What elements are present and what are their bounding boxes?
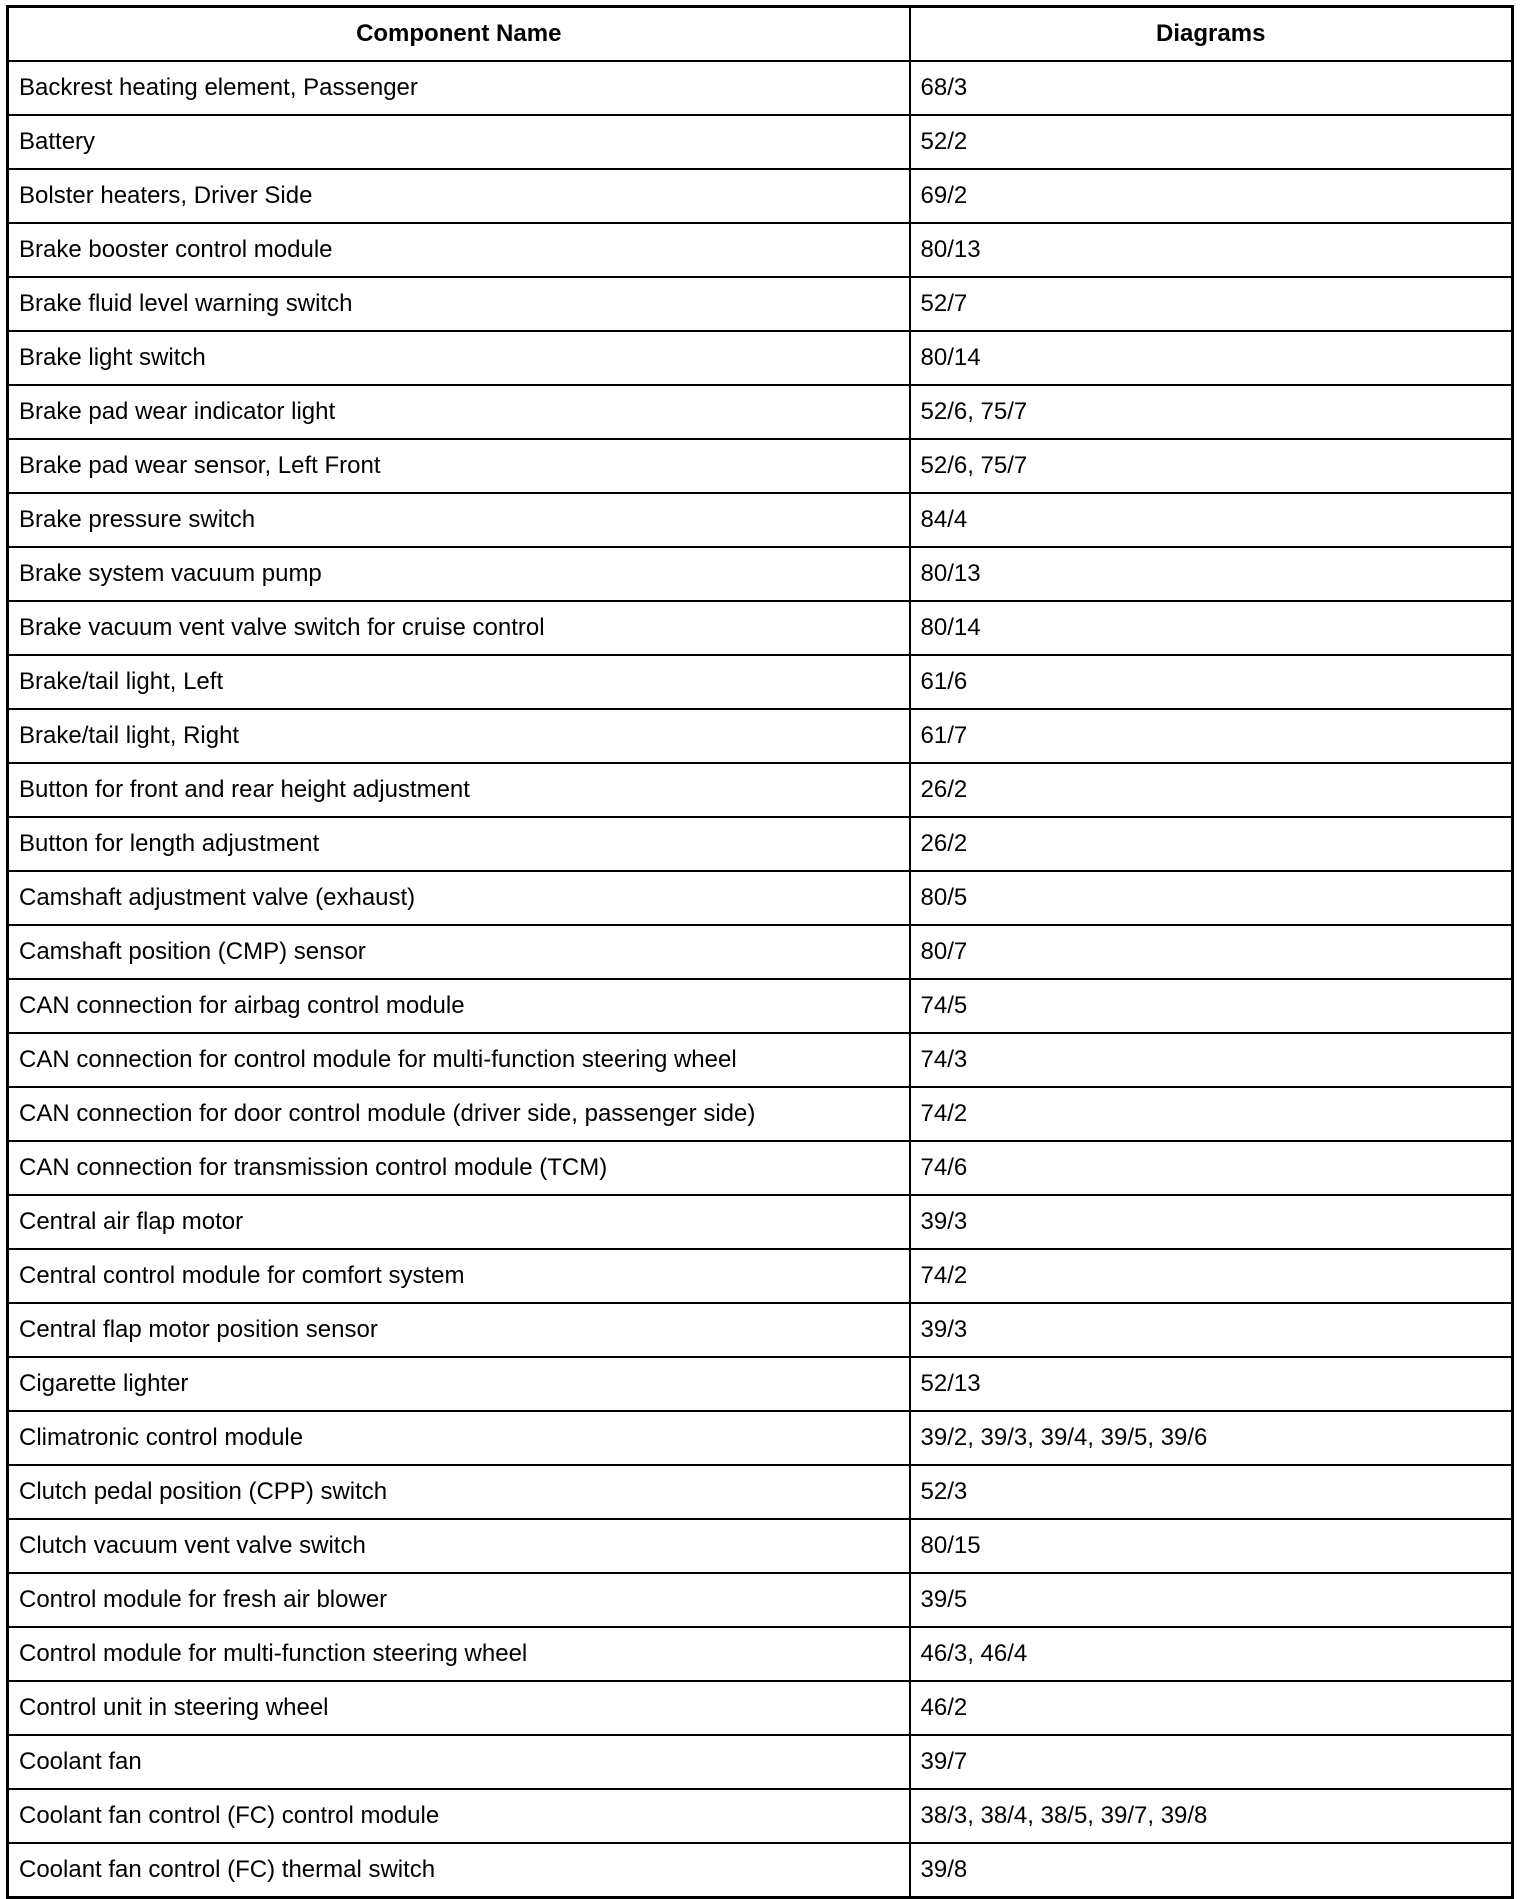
table-row	[8, 115, 1513, 169]
component-name-cell: Clutch vacuum vent valve switch	[8, 1519, 910, 1573]
component-name-cell: Climatronic control module	[8, 1411, 910, 1465]
diagrams-cell: 52/6, 75/7	[910, 385, 1513, 439]
diagrams-cell: 80/14	[910, 331, 1513, 385]
diagrams-cell: 84/4	[910, 493, 1513, 547]
diagrams-cell: 80/7	[910, 925, 1513, 979]
component-name-cell: Coolant fan control (FC) control module	[8, 1789, 910, 1843]
diagrams-cell: 39/2, 39/3, 39/4, 39/5, 39/6	[910, 1411, 1513, 1465]
table-row	[8, 1735, 1513, 1789]
diagrams-cell: 74/6	[910, 1141, 1513, 1195]
table-row	[8, 169, 1513, 223]
table-row	[8, 655, 1513, 709]
table-row	[8, 871, 1513, 925]
diagrams-cell: 26/2	[910, 817, 1513, 871]
diagrams-cell: 39/7	[910, 1735, 1513, 1789]
component-name-cell: Control unit in steering wheel	[8, 1681, 910, 1735]
diagrams-cell: 80/5	[910, 871, 1513, 925]
diagrams-cell: 38/3, 38/4, 38/5, 39/7, 39/8	[910, 1789, 1513, 1843]
table-row	[8, 1627, 1513, 1681]
diagrams-cell: 39/3	[910, 1195, 1513, 1249]
diagrams-cell: 74/5	[910, 979, 1513, 1033]
diagrams-cell: 52/6, 75/7	[910, 439, 1513, 493]
component-name-cell: Brake/tail light, Right	[8, 709, 910, 763]
table-row	[8, 331, 1513, 385]
table-row	[8, 601, 1513, 655]
table-header	[8, 7, 1513, 62]
table-row	[8, 547, 1513, 601]
table-row	[8, 1573, 1513, 1627]
component-name-cell: Camshaft adjustment valve (exhaust)	[8, 871, 910, 925]
diagrams-cell: 80/13	[910, 223, 1513, 277]
diagrams-cell: 69/2	[910, 169, 1513, 223]
table-row	[8, 61, 1513, 115]
table-row	[8, 925, 1513, 979]
diagrams-cell: 52/2	[910, 115, 1513, 169]
component-name-cell: Button for front and rear height adjustment	[8, 763, 910, 817]
diagrams-cell: 74/2	[910, 1087, 1513, 1141]
table-row	[8, 709, 1513, 763]
component-name-cell: Brake vacuum vent valve switch for cruise control	[8, 601, 910, 655]
diagrams-cell: 52/13	[910, 1357, 1513, 1411]
column-header-component: Component Name	[8, 7, 910, 62]
table-row	[8, 1033, 1513, 1087]
component-name-cell: Coolant fan control (FC) thermal switch	[8, 1843, 910, 1898]
component-name-cell: Button for length adjustment	[8, 817, 910, 871]
table-row	[8, 979, 1513, 1033]
table-row	[8, 1357, 1513, 1411]
component-name-cell: CAN connection for door control module (driver side, passenger side)	[8, 1087, 910, 1141]
component-name-cell: Brake pad wear indicator light	[8, 385, 910, 439]
component-name-cell: Coolant fan	[8, 1735, 910, 1789]
table-row	[8, 277, 1513, 331]
component-table	[6, 5, 1514, 1899]
component-name-cell: Brake light switch	[8, 331, 910, 385]
component-name-cell: Brake pad wear sensor, Left Front	[8, 439, 910, 493]
diagrams-cell: 46/2	[910, 1681, 1513, 1735]
diagrams-cell: 61/6	[910, 655, 1513, 709]
table-row	[8, 1681, 1513, 1735]
component-name-cell: Backrest heating element, Passenger	[8, 61, 910, 115]
table-row	[8, 1087, 1513, 1141]
diagrams-cell: 80/13	[910, 547, 1513, 601]
diagrams-cell: 68/3	[910, 61, 1513, 115]
table-row	[8, 1411, 1513, 1465]
diagrams-cell: 46/3, 46/4	[910, 1627, 1513, 1681]
table-row	[8, 385, 1513, 439]
table-row	[8, 817, 1513, 871]
table-row	[8, 493, 1513, 547]
component-name-cell: Brake fluid level warning switch	[8, 277, 910, 331]
component-name-cell: Brake/tail light, Left	[8, 655, 910, 709]
component-name-cell: Camshaft position (CMP) sensor	[8, 925, 910, 979]
diagrams-cell: 26/2	[910, 763, 1513, 817]
diagrams-cell: 61/7	[910, 709, 1513, 763]
table-row	[8, 763, 1513, 817]
table-row	[8, 1789, 1513, 1843]
component-name-cell: Central control module for comfort system	[8, 1249, 910, 1303]
diagrams-cell: 80/15	[910, 1519, 1513, 1573]
component-name-cell: Central air flap motor	[8, 1195, 910, 1249]
table-body	[8, 61, 1513, 1898]
table-row	[8, 1519, 1513, 1573]
component-name-cell: Control module for fresh air blower	[8, 1573, 910, 1627]
component-name-cell: CAN connection for transmission control module (TCM)	[8, 1141, 910, 1195]
diagrams-cell: 39/5	[910, 1573, 1513, 1627]
component-name-cell: CAN connection for airbag control module	[8, 979, 910, 1033]
component-name-cell: Brake pressure switch	[8, 493, 910, 547]
table-row	[8, 1465, 1513, 1519]
component-name-cell: Control module for multi-function steering wheel	[8, 1627, 910, 1681]
component-name-cell: Bolster heaters, Driver Side	[8, 169, 910, 223]
component-name-cell: Cigarette lighter	[8, 1357, 910, 1411]
table-row	[8, 1843, 1513, 1898]
diagrams-cell: 74/3	[910, 1033, 1513, 1087]
table-row	[8, 1141, 1513, 1195]
diagrams-cell: 39/3	[910, 1303, 1513, 1357]
table-row	[8, 439, 1513, 493]
diagrams-cell: 39/8	[910, 1843, 1513, 1898]
diagrams-cell: 52/7	[910, 277, 1513, 331]
component-name-cell: Central flap motor position sensor	[8, 1303, 910, 1357]
diagrams-cell: 52/3	[910, 1465, 1513, 1519]
table-row	[8, 1195, 1513, 1249]
component-name-cell: Brake system vacuum pump	[8, 547, 910, 601]
table-row	[8, 223, 1513, 277]
component-name-cell: CAN connection for control module for multi-function steering wheel	[8, 1033, 910, 1087]
table-row	[8, 1249, 1513, 1303]
header-row	[8, 7, 1513, 62]
component-name-cell: Clutch pedal position (CPP) switch	[8, 1465, 910, 1519]
component-name-cell: Brake booster control module	[8, 223, 910, 277]
column-header-diagrams: Diagrams	[910, 7, 1513, 62]
diagrams-cell: 80/14	[910, 601, 1513, 655]
component-name-cell: Battery	[8, 115, 910, 169]
table-row	[8, 1303, 1513, 1357]
diagrams-cell: 74/2	[910, 1249, 1513, 1303]
